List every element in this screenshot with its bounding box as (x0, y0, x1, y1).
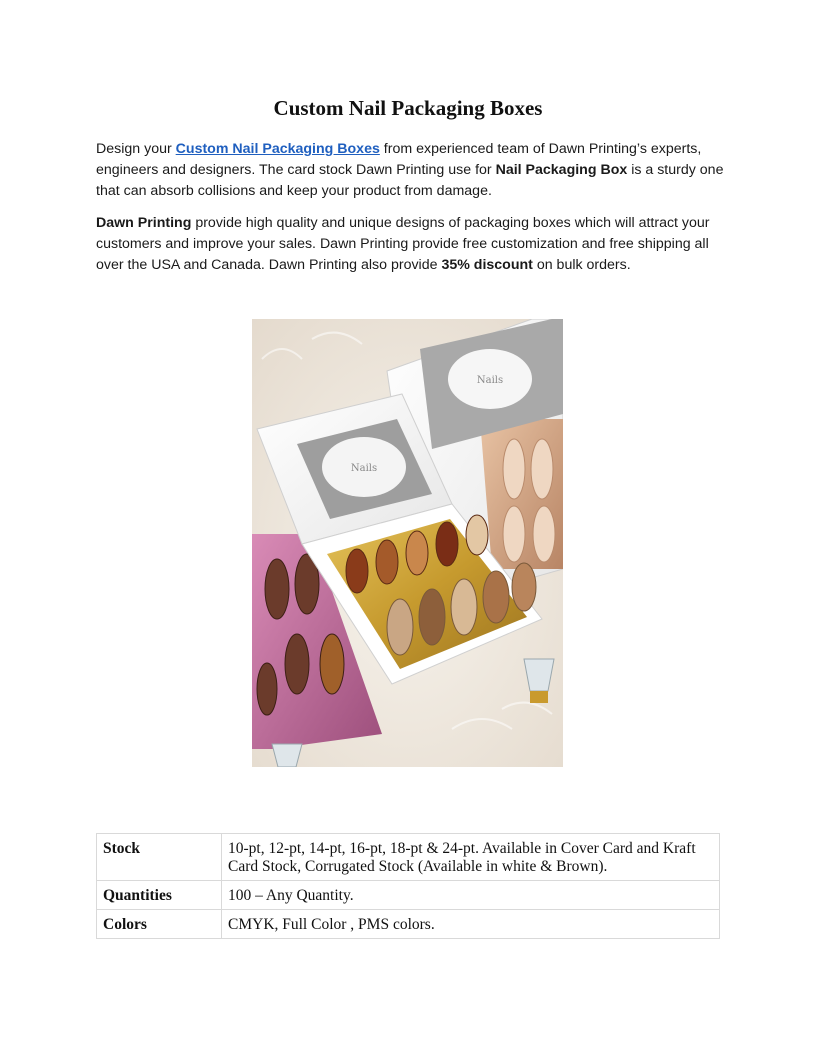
body-bold-1: Dawn Printing (96, 215, 192, 231)
spec-label: Quantities (97, 881, 222, 910)
spec-value: 10-pt, 12-pt, 14-pt, 16-pt, 18-pt & 24-pt. Available in Cover Card and Kraft Card Stock, Corrugated Stock (Available in white & Brown). (222, 834, 720, 881)
table-row (97, 834, 720, 881)
spec-label: Stock (97, 834, 222, 881)
custom-nail-boxes-link[interactable]: Custom Nail Packaging Boxes (175, 141, 380, 157)
spec-label: Colors (97, 910, 222, 939)
specs-table (96, 833, 720, 939)
intro-paragraph (96, 139, 724, 202)
svg-text:Nails: Nails (350, 463, 378, 474)
intro-text-3: is a sturdy one that can absorb collisions and keep your product from damage. (96, 162, 724, 199)
spec-value: CMYK, Full Color , PMS colors. (222, 910, 720, 939)
table-row (97, 881, 720, 910)
nail-boxes-illustration (252, 319, 563, 767)
table-row (97, 910, 720, 939)
body-text-1: provide high quality and unique designs of packaging boxes which will attract your customers and improve your sales. Dawn Printing provide free customization and free shipping all over the USA and Canada. Dawn Printing also provide (96, 215, 710, 273)
body-paragraph (96, 213, 724, 276)
page-title: Custom Nail Packaging Boxes (273, 96, 543, 120)
intro-bold: Nail Packaging Box (495, 162, 628, 178)
svg-text:Nails: Nails (476, 375, 504, 386)
body-text-2: on bulk orders. (532, 257, 631, 273)
intro-text-1: Design your (96, 141, 176, 157)
spec-value: 100 – Any Quantity. (222, 881, 720, 910)
intro-text-2: from experienced team of Dawn Printing’s experts, engineers and designers. The card stock Dawn Printing use for (96, 141, 702, 178)
body-bold-2: 35% discount (441, 257, 533, 273)
product-photo (252, 319, 563, 767)
